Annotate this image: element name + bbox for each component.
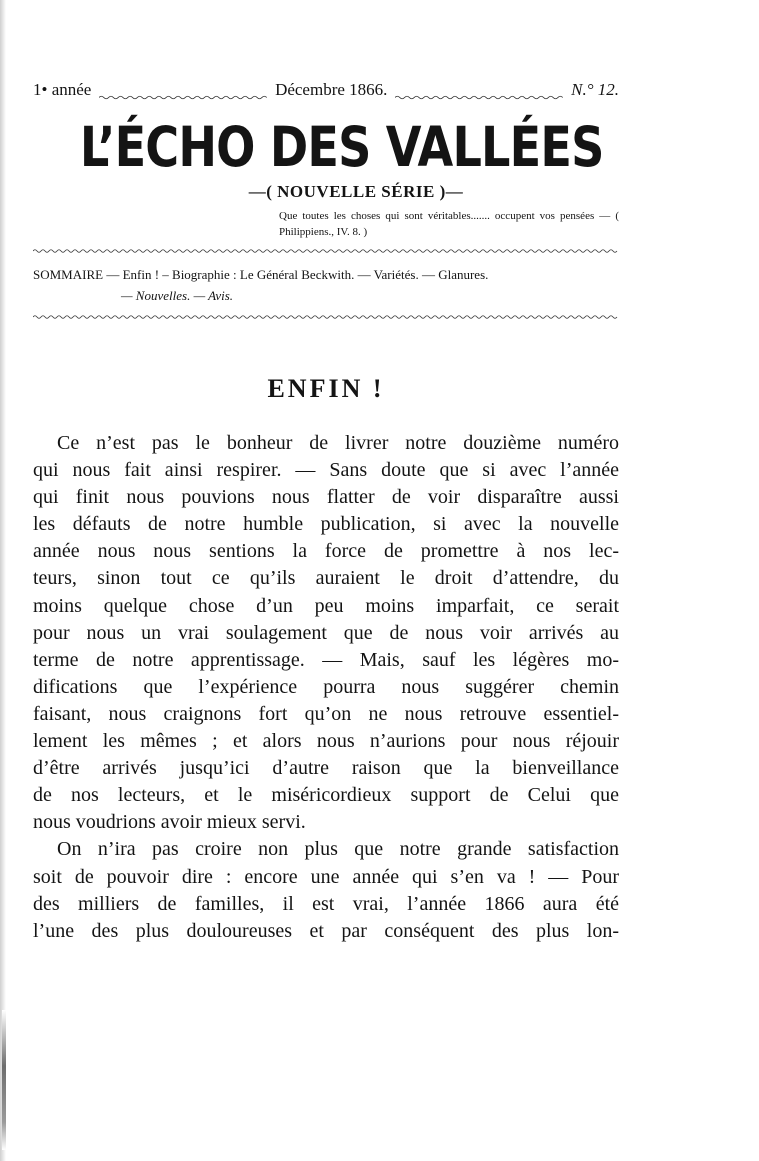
body-line: de nos lecteurs, et le miséricordieux support de Celui que	[33, 784, 619, 807]
body-line: soit de pouvoir dire : encore une année qui s’en va ! — Pour	[33, 865, 619, 888]
body-line: l’une des plus douloureuses et par conséquent des plus lon-	[33, 919, 619, 942]
summary-line-2: — Nouvelles. — Avis.	[121, 288, 234, 303]
body-line: pour nous un vrai soulagement que de nous voir arrivés au	[33, 621, 619, 644]
body-line: difications que l’expérience pourra nous suggérer chemin	[33, 675, 619, 698]
masthead-title: L’ÉCHO DES VALLÉES	[79, 115, 604, 179]
body-line: qui finit nous pouvions nous flatter de voir disparaître aussi	[33, 486, 619, 509]
summary	[33, 264, 619, 306]
body-line: nous voudrions avoir mieux servi.	[33, 811, 306, 834]
issue-year: 1• année	[33, 80, 92, 99]
article-body	[33, 430, 619, 945]
scan-streak	[2, 1010, 6, 1150]
issue-number: N.° 12.	[571, 80, 620, 99]
body-line: les défauts de notre humble publication, si avec la nouvelle	[33, 513, 619, 536]
body-line: teurs, sinon tout ce qu’ils auraient le droit d’attendre, du	[33, 567, 619, 590]
ornament-squiggle	[99, 95, 267, 100]
body-line: lement les mêmes ; et alors nous n’aurions pour nous réjouir	[33, 730, 619, 753]
summary-line-1: SOMMAIRE — Enfin ! – Biographie : Le Général Beckwith. — Variétés. — Glanures.	[33, 267, 489, 282]
body-line: qui nous fait ainsi respirer. — Sans doute que si avec l’année	[33, 459, 619, 482]
page-edge-shadow	[0, 0, 6, 1161]
issue-date: Décembre 1866.	[275, 80, 388, 99]
issue-line	[33, 80, 619, 104]
article-title: ENFIN !	[267, 374, 385, 403]
ornamental-rule-bottom	[33, 314, 619, 320]
body-line: des milliers de familles, il est vrai, l’année 1866 aura été	[33, 892, 619, 915]
ornament-squiggle	[395, 95, 563, 100]
body-line: Ce n’est pas le bonheur de livrer notre douzième numéro	[57, 432, 619, 454]
body-line: On n’ira pas croire non plus que notre grande satisfaction	[57, 838, 619, 861]
ornamental-rule-top	[33, 248, 619, 254]
epigraph: Que toutes les choses qui sont véritables....... occupent vos pensées — ( Philippiens., IV. 8. )	[279, 210, 619, 238]
body-line: terme de notre apprentissage. — Mais, sauf les légères mo-	[33, 648, 619, 671]
masthead-subtitle: —( NOUVELLE SÉRIE )—	[248, 182, 464, 201]
body-line: moins quelque chose d’un peu moins imparfait, ce serait	[33, 594, 619, 617]
body-line: année nous nous sentions la force de promettre à nos lec-	[33, 540, 619, 563]
body-line: d’être arrivés jusqu’ici d’autre raison que la bienveillance	[33, 757, 619, 780]
newspaper-page	[33, 80, 619, 945]
body-line: faisant, nous craignons fort qu’on ne nous retrouve essentiel-	[33, 702, 619, 725]
